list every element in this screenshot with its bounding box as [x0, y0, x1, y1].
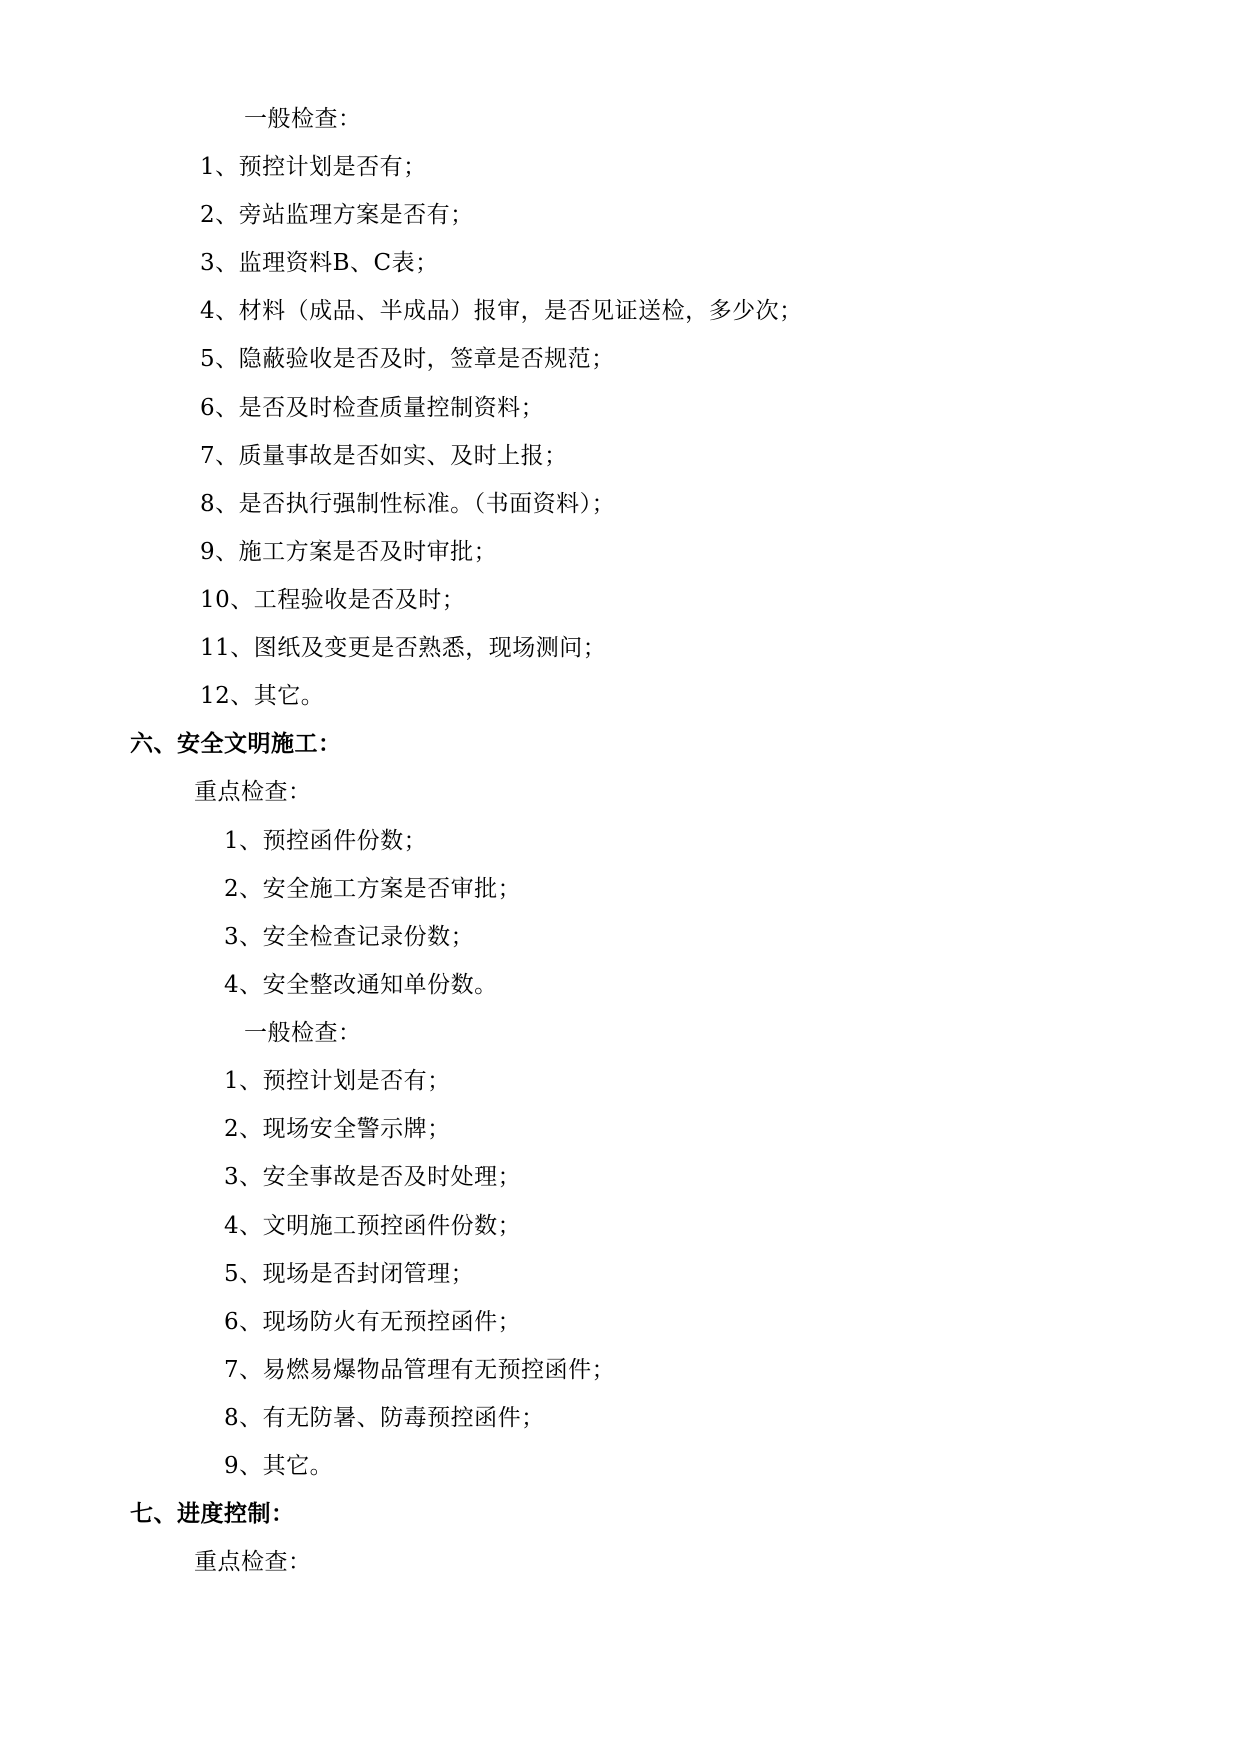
general-check-label: 一般检查：	[244, 106, 362, 132]
list-item: 9、施工方案是否及时审批；	[200, 539, 498, 565]
list-item: 8、有无防暑、防毒预控函件；	[224, 1405, 545, 1431]
list-item: 7、易燃易爆物品管理有无预控函件；	[224, 1357, 616, 1383]
list-item: 6、是否及时检查质量控制资料；	[200, 395, 545, 421]
list-item: 2、安全施工方案是否审批；	[224, 876, 522, 902]
list-item: 3、监理资料B、C表；	[200, 250, 439, 276]
list-item: 1、预控函件份数；	[224, 828, 428, 854]
section-heading: 七、进度控制：	[130, 1501, 295, 1527]
list-item: 5、隐蔽验收是否及时，签章是否规范；	[200, 346, 615, 372]
list-item: 5、现场是否封闭管理；	[224, 1261, 475, 1287]
list-item: 8、是否执行强制性标准。（书面资料）；	[200, 491, 616, 517]
list-item: 4、文明施工预控函件份数；	[224, 1213, 522, 1239]
list-item: 3、安全事故是否及时处理；	[224, 1164, 522, 1190]
list-item: 1、预控计划是否有；	[200, 154, 427, 180]
list-item: 6、现场防火有无预控函件；	[224, 1309, 522, 1335]
key-check-label: 重点检查：	[194, 779, 312, 805]
list-item: 12、其它。	[200, 683, 325, 709]
list-item: 2、旁站监理方案是否有；	[200, 202, 474, 228]
list-item: 4、安全整改通知单份数。	[224, 972, 498, 998]
list-item: 10、工程验收是否及时；	[200, 587, 466, 613]
list-item: 11、图纸及变更是否熟悉，现场测问；	[200, 635, 607, 661]
general-check-label: 一般检查：	[244, 1020, 362, 1046]
list-item: 2、现场安全警示牌；	[224, 1116, 451, 1142]
section-heading: 六、安全文明施工：	[130, 731, 342, 757]
list-item: 4、材料（成品、半成品）报审，是否见证送检，多少次；	[200, 298, 803, 324]
list-item: 9、其它。	[224, 1453, 334, 1479]
list-item: 3、安全检查记录份数；	[224, 924, 475, 950]
list-item: 7、质量事故是否如实、及时上报；	[200, 443, 568, 469]
list-item: 1、预控计划是否有；	[224, 1068, 451, 1094]
key-check-label: 重点检查：	[194, 1549, 312, 1575]
